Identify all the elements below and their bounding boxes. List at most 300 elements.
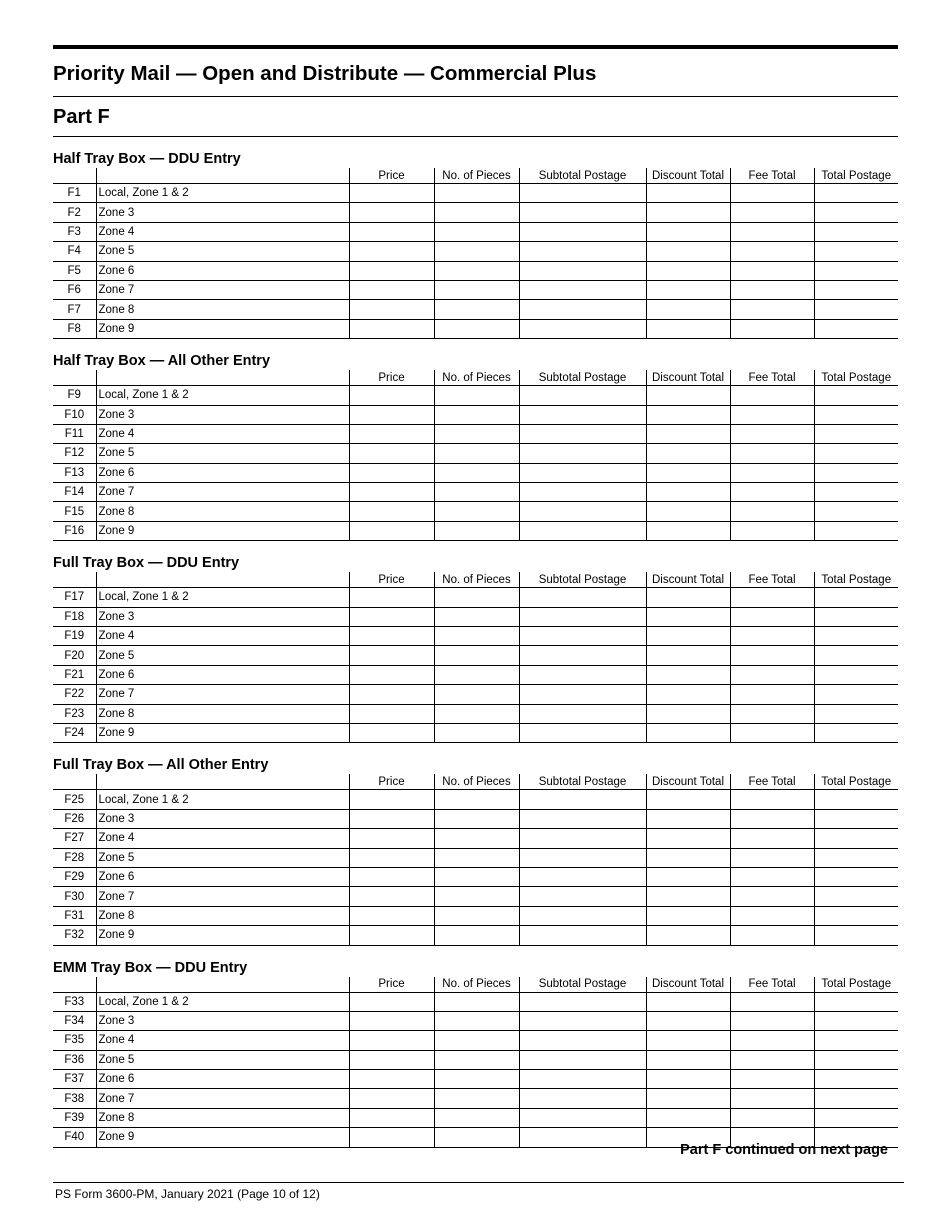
- fee-field[interactable]: [730, 646, 814, 665]
- pieces-field[interactable]: [434, 280, 519, 299]
- discount-header: Discount Total: [646, 168, 730, 184]
- fee-field[interactable]: [730, 704, 814, 723]
- subtotal-field[interactable]: [519, 184, 646, 203]
- price-field[interactable]: [349, 222, 434, 241]
- total-field[interactable]: [814, 300, 898, 319]
- subtotal-field[interactable]: [519, 1128, 646, 1147]
- subtotal-field[interactable]: [519, 242, 646, 261]
- header-row: [53, 977, 898, 993]
- table-row: [53, 790, 898, 809]
- price-field[interactable]: [349, 627, 434, 646]
- zone-label: Zone 3: [96, 1011, 349, 1030]
- fee-field[interactable]: [730, 809, 814, 828]
- pieces-field[interactable]: [434, 319, 519, 338]
- total-field[interactable]: [814, 992, 898, 1011]
- price-field[interactable]: [349, 588, 434, 607]
- price-field[interactable]: [349, 1050, 434, 1069]
- subtotal-field[interactable]: [519, 424, 646, 443]
- line-code: F23: [53, 704, 96, 723]
- price-field[interactable]: [349, 1070, 434, 1089]
- table-row: [53, 502, 898, 521]
- price-field[interactable]: [349, 521, 434, 540]
- line-code: F33: [53, 992, 96, 1011]
- price-field[interactable]: [349, 704, 434, 723]
- total-field[interactable]: [814, 203, 898, 222]
- pieces-field[interactable]: [434, 521, 519, 540]
- price-field[interactable]: [349, 300, 434, 319]
- price-field[interactable]: [349, 1089, 434, 1108]
- pieces-field[interactable]: [434, 444, 519, 463]
- pieces-field[interactable]: [434, 723, 519, 742]
- fee-field[interactable]: [730, 502, 814, 521]
- fee-header: Fee Total: [730, 370, 814, 386]
- fee-field[interactable]: [730, 424, 814, 443]
- total-field[interactable]: [814, 588, 898, 607]
- total-field[interactable]: [814, 607, 898, 626]
- pieces-field[interactable]: [434, 1011, 519, 1030]
- price-field[interactable]: [349, 203, 434, 222]
- fee-field[interactable]: [730, 1089, 814, 1108]
- pieces-field[interactable]: [434, 867, 519, 886]
- subtotal-field[interactable]: [519, 848, 646, 867]
- price-field[interactable]: [349, 463, 434, 482]
- total-field[interactable]: [814, 867, 898, 886]
- fee-field[interactable]: [730, 848, 814, 867]
- price-field[interactable]: [349, 502, 434, 521]
- total-field[interactable]: [814, 790, 898, 809]
- subtotal-field[interactable]: [519, 300, 646, 319]
- table-row: [53, 704, 898, 723]
- subtotal-field[interactable]: [519, 1089, 646, 1108]
- discount-header: Discount Total: [646, 977, 730, 993]
- header-row: [53, 370, 898, 386]
- fee-field[interactable]: [730, 887, 814, 906]
- pieces-field[interactable]: [434, 424, 519, 443]
- discount-field[interactable]: [646, 790, 730, 809]
- code-header: [53, 168, 96, 184]
- line-code: F4: [53, 242, 96, 261]
- fee-field[interactable]: [730, 405, 814, 424]
- fee-field[interactable]: [730, 1050, 814, 1069]
- subtotal-field[interactable]: [519, 463, 646, 482]
- subtotal-field[interactable]: [519, 887, 646, 906]
- subtotal-field[interactable]: [519, 588, 646, 607]
- pieces-field[interactable]: [434, 906, 519, 925]
- price-field[interactable]: [349, 386, 434, 405]
- line-code: F6: [53, 280, 96, 299]
- fee-field[interactable]: [730, 926, 814, 945]
- price-field[interactable]: [349, 809, 434, 828]
- pieces-field[interactable]: [434, 184, 519, 203]
- fee-field[interactable]: [730, 1070, 814, 1089]
- subtotal-field[interactable]: [519, 1108, 646, 1127]
- fee-field[interactable]: [730, 203, 814, 222]
- discount-field[interactable]: [646, 627, 730, 646]
- total-field[interactable]: [814, 1108, 898, 1127]
- total-field[interactable]: [814, 463, 898, 482]
- pieces-field[interactable]: [434, 1070, 519, 1089]
- subtotal-field[interactable]: [519, 405, 646, 424]
- total-field[interactable]: [814, 405, 898, 424]
- price-header: Price: [349, 168, 434, 184]
- fee-field[interactable]: [730, 1031, 814, 1050]
- price-field[interactable]: [349, 184, 434, 203]
- line-code: F18: [53, 607, 96, 626]
- total-field[interactable]: [814, 627, 898, 646]
- subtotal-field[interactable]: [519, 704, 646, 723]
- subtotal-field[interactable]: [519, 1011, 646, 1030]
- discount-field[interactable]: [646, 424, 730, 443]
- table-row: [53, 405, 898, 424]
- total-field[interactable]: [814, 926, 898, 945]
- part-heading: Part F: [53, 106, 110, 128]
- fee-field[interactable]: [730, 665, 814, 684]
- zone-label: Zone 8: [96, 502, 349, 521]
- subtotal-field[interactable]: [519, 1031, 646, 1050]
- price-field[interactable]: [349, 483, 434, 502]
- price-field[interactable]: [349, 1011, 434, 1030]
- fee-field[interactable]: [730, 607, 814, 626]
- pieces-field[interactable]: [434, 261, 519, 280]
- subtotal-field[interactable]: [519, 627, 646, 646]
- footer-rule: [53, 1182, 904, 1183]
- discount-field[interactable]: [646, 867, 730, 886]
- subtotal-field[interactable]: [519, 665, 646, 684]
- line-code: F7: [53, 300, 96, 319]
- discount-field[interactable]: [646, 848, 730, 867]
- total-field[interactable]: [814, 280, 898, 299]
- discount-field[interactable]: [646, 184, 730, 203]
- table-row: [53, 607, 898, 626]
- subtotal-field[interactable]: [519, 222, 646, 241]
- description-header: [96, 774, 349, 790]
- line-code: F8: [53, 319, 96, 338]
- subtotal-field[interactable]: [519, 867, 646, 886]
- subtotal-field[interactable]: [519, 483, 646, 502]
- fee-field[interactable]: [730, 386, 814, 405]
- total-field[interactable]: [814, 184, 898, 203]
- fee-field[interactable]: [730, 992, 814, 1011]
- zone-label: Zone 3: [96, 405, 349, 424]
- discount-field[interactable]: [646, 405, 730, 424]
- table-row: [53, 1050, 898, 1069]
- pieces-field[interactable]: [434, 607, 519, 626]
- table-row: [53, 848, 898, 867]
- total-field[interactable]: [814, 887, 898, 906]
- price-field[interactable]: [349, 723, 434, 742]
- price-field[interactable]: [349, 1108, 434, 1127]
- line-code: F28: [53, 848, 96, 867]
- subtotal-field[interactable]: [519, 646, 646, 665]
- pieces-field[interactable]: [434, 1089, 519, 1108]
- subtotal-field[interactable]: [519, 319, 646, 338]
- discount-field[interactable]: [646, 386, 730, 405]
- subtotal-field[interactable]: [519, 203, 646, 222]
- discount-field[interactable]: [646, 906, 730, 925]
- total-field[interactable]: [814, 1070, 898, 1089]
- zone-label: Zone 3: [96, 203, 349, 222]
- total-field[interactable]: [814, 704, 898, 723]
- discount-field[interactable]: [646, 1011, 730, 1030]
- code-header: [53, 370, 96, 386]
- price-field[interactable]: [349, 1031, 434, 1050]
- price-field[interactable]: [349, 887, 434, 906]
- pieces-header: No. of Pieces: [434, 977, 519, 993]
- fee-field[interactable]: [730, 790, 814, 809]
- fee-field[interactable]: [730, 463, 814, 482]
- pieces-field[interactable]: [434, 848, 519, 867]
- total-field[interactable]: [814, 386, 898, 405]
- table-row: [53, 1108, 898, 1127]
- price-field[interactable]: [349, 926, 434, 945]
- total-field[interactable]: [814, 261, 898, 280]
- discount-field[interactable]: [646, 463, 730, 482]
- total-field[interactable]: [814, 829, 898, 848]
- total-field[interactable]: [814, 646, 898, 665]
- subtotal-field[interactable]: [519, 502, 646, 521]
- price-field[interactable]: [349, 685, 434, 704]
- price-field[interactable]: [349, 790, 434, 809]
- pieces-field[interactable]: [434, 992, 519, 1011]
- total-field[interactable]: [814, 665, 898, 684]
- total-field[interactable]: [814, 723, 898, 742]
- price-field[interactable]: [349, 848, 434, 867]
- subtotal-field[interactable]: [519, 926, 646, 945]
- section-title: Half Tray Box — DDU Entry: [53, 151, 241, 167]
- discount-field[interactable]: [646, 483, 730, 502]
- fee-field[interactable]: [730, 280, 814, 299]
- discount-field[interactable]: [646, 887, 730, 906]
- table-row: [53, 1089, 898, 1108]
- discount-field[interactable]: [646, 521, 730, 540]
- subtotal-field[interactable]: [519, 992, 646, 1011]
- price-field[interactable]: [349, 665, 434, 684]
- line-code: F14: [53, 483, 96, 502]
- zone-label: Zone 7: [96, 887, 349, 906]
- fee-field[interactable]: [730, 1011, 814, 1030]
- discount-field[interactable]: [646, 1031, 730, 1050]
- subtotal-field[interactable]: [519, 906, 646, 925]
- price-field[interactable]: [349, 319, 434, 338]
- discount-field[interactable]: [646, 723, 730, 742]
- fee-field[interactable]: [730, 444, 814, 463]
- discount-field[interactable]: [646, 1070, 730, 1089]
- discount-field[interactable]: [646, 261, 730, 280]
- fee-field[interactable]: [730, 300, 814, 319]
- subtotal-field[interactable]: [519, 444, 646, 463]
- discount-field[interactable]: [646, 685, 730, 704]
- pieces-field[interactable]: [434, 627, 519, 646]
- pieces-field[interactable]: [434, 829, 519, 848]
- fee-field[interactable]: [730, 319, 814, 338]
- pieces-field[interactable]: [434, 646, 519, 665]
- pieces-field[interactable]: [434, 203, 519, 222]
- subtotal-field[interactable]: [519, 280, 646, 299]
- pieces-field[interactable]: [434, 300, 519, 319]
- zone-label: Zone 4: [96, 424, 349, 443]
- total-field[interactable]: [814, 502, 898, 521]
- discount-field[interactable]: [646, 319, 730, 338]
- total-field[interactable]: [814, 1089, 898, 1108]
- price-field[interactable]: [349, 1128, 434, 1147]
- description-header: [96, 572, 349, 588]
- fee-field[interactable]: [730, 723, 814, 742]
- discount-field[interactable]: [646, 809, 730, 828]
- discount-field[interactable]: [646, 222, 730, 241]
- total-field[interactable]: [814, 906, 898, 925]
- line-code: F15: [53, 502, 96, 521]
- total-header: Total Postage: [814, 370, 898, 386]
- discount-field[interactable]: [646, 588, 730, 607]
- price-field[interactable]: [349, 646, 434, 665]
- table-row: [53, 1031, 898, 1050]
- pieces-header: No. of Pieces: [434, 774, 519, 790]
- discount-field[interactable]: [646, 242, 730, 261]
- total-field[interactable]: [814, 848, 898, 867]
- zone-label: Zone 3: [96, 607, 349, 626]
- discount-field[interactable]: [646, 1089, 730, 1108]
- subtotal-field[interactable]: [519, 829, 646, 848]
- total-field[interactable]: [814, 809, 898, 828]
- total-field[interactable]: [814, 1050, 898, 1069]
- subtotal-field[interactable]: [519, 1070, 646, 1089]
- fee-field[interactable]: [730, 242, 814, 261]
- table-row: [53, 184, 898, 203]
- fee-field[interactable]: [730, 1108, 814, 1127]
- price-field[interactable]: [349, 242, 434, 261]
- total-header: Total Postage: [814, 977, 898, 993]
- section: [53, 757, 898, 945]
- line-code: F36: [53, 1050, 96, 1069]
- description-header: [96, 977, 349, 993]
- pieces-field[interactable]: [434, 502, 519, 521]
- total-field[interactable]: [814, 483, 898, 502]
- discount-field[interactable]: [646, 829, 730, 848]
- postage-table: [53, 774, 898, 945]
- price-field[interactable]: [349, 261, 434, 280]
- price-field[interactable]: [349, 829, 434, 848]
- fee-field[interactable]: [730, 521, 814, 540]
- form-title: Priority Mail — Open and Distribute — Commercial Plus: [53, 62, 597, 85]
- fee-field[interactable]: [730, 685, 814, 704]
- total-field[interactable]: [814, 521, 898, 540]
- table-row: [53, 222, 898, 241]
- price-field[interactable]: [349, 405, 434, 424]
- fee-field[interactable]: [730, 906, 814, 925]
- section: [53, 960, 898, 1148]
- pieces-field[interactable]: [434, 1108, 519, 1127]
- pieces-field[interactable]: [434, 809, 519, 828]
- price-header: Price: [349, 370, 434, 386]
- pieces-field[interactable]: [434, 483, 519, 502]
- discount-field[interactable]: [646, 203, 730, 222]
- price-field[interactable]: [349, 992, 434, 1011]
- fee-field[interactable]: [730, 588, 814, 607]
- total-field[interactable]: [814, 242, 898, 261]
- fee-field[interactable]: [730, 627, 814, 646]
- pieces-field[interactable]: [434, 386, 519, 405]
- total-field[interactable]: [814, 222, 898, 241]
- pieces-field[interactable]: [434, 926, 519, 945]
- price-field[interactable]: [349, 444, 434, 463]
- total-field[interactable]: [814, 444, 898, 463]
- pieces-field[interactable]: [434, 463, 519, 482]
- price-field[interactable]: [349, 280, 434, 299]
- postage-table: [53, 977, 898, 1148]
- discount-field[interactable]: [646, 646, 730, 665]
- pieces-field[interactable]: [434, 887, 519, 906]
- pieces-field[interactable]: [434, 222, 519, 241]
- fee-field[interactable]: [730, 867, 814, 886]
- subtotal-field[interactable]: [519, 261, 646, 280]
- discount-field[interactable]: [646, 1050, 730, 1069]
- line-code: F38: [53, 1089, 96, 1108]
- zone-label: Zone 5: [96, 646, 349, 665]
- discount-field[interactable]: [646, 280, 730, 299]
- subtotal-field[interactable]: [519, 685, 646, 704]
- pieces-field[interactable]: [434, 685, 519, 704]
- total-field[interactable]: [814, 424, 898, 443]
- total-field[interactable]: [814, 685, 898, 704]
- price-field[interactable]: [349, 607, 434, 626]
- total-header: Total Postage: [814, 572, 898, 588]
- subtotal-field[interactable]: [519, 521, 646, 540]
- discount-field[interactable]: [646, 665, 730, 684]
- fee-field[interactable]: [730, 184, 814, 203]
- discount-field[interactable]: [646, 992, 730, 1011]
- table-row: [53, 424, 898, 443]
- subtotal-field[interactable]: [519, 809, 646, 828]
- price-field[interactable]: [349, 867, 434, 886]
- pieces-field[interactable]: [434, 1031, 519, 1050]
- price-field[interactable]: [349, 906, 434, 925]
- fee-field[interactable]: [730, 829, 814, 848]
- pieces-field[interactable]: [434, 704, 519, 723]
- pieces-field[interactable]: [434, 790, 519, 809]
- zone-label: Zone 5: [96, 848, 349, 867]
- pieces-field[interactable]: [434, 1128, 519, 1147]
- total-field[interactable]: [814, 319, 898, 338]
- discount-field[interactable]: [646, 704, 730, 723]
- line-code: F17: [53, 588, 96, 607]
- table-row: [53, 261, 898, 280]
- total-field[interactable]: [814, 1011, 898, 1030]
- fee-field[interactable]: [730, 261, 814, 280]
- pieces-field[interactable]: [434, 1050, 519, 1069]
- discount-field[interactable]: [646, 607, 730, 626]
- fee-field[interactable]: [730, 483, 814, 502]
- total-field[interactable]: [814, 1031, 898, 1050]
- pieces-field[interactable]: [434, 588, 519, 607]
- subtotal-field[interactable]: [519, 1050, 646, 1069]
- subtotal-field[interactable]: [519, 607, 646, 626]
- discount-field[interactable]: [646, 444, 730, 463]
- subtotal-field[interactable]: [519, 386, 646, 405]
- fee-field[interactable]: [730, 222, 814, 241]
- line-code: F29: [53, 867, 96, 886]
- pieces-field[interactable]: [434, 665, 519, 684]
- price-field[interactable]: [349, 424, 434, 443]
- header-row: [53, 572, 898, 588]
- discount-field[interactable]: [646, 502, 730, 521]
- subtotal-field[interactable]: [519, 790, 646, 809]
- discount-field[interactable]: [646, 300, 730, 319]
- pieces-field[interactable]: [434, 405, 519, 424]
- discount-field[interactable]: [646, 926, 730, 945]
- pieces-field[interactable]: [434, 242, 519, 261]
- subtotal-field[interactable]: [519, 723, 646, 742]
- discount-field[interactable]: [646, 1108, 730, 1127]
